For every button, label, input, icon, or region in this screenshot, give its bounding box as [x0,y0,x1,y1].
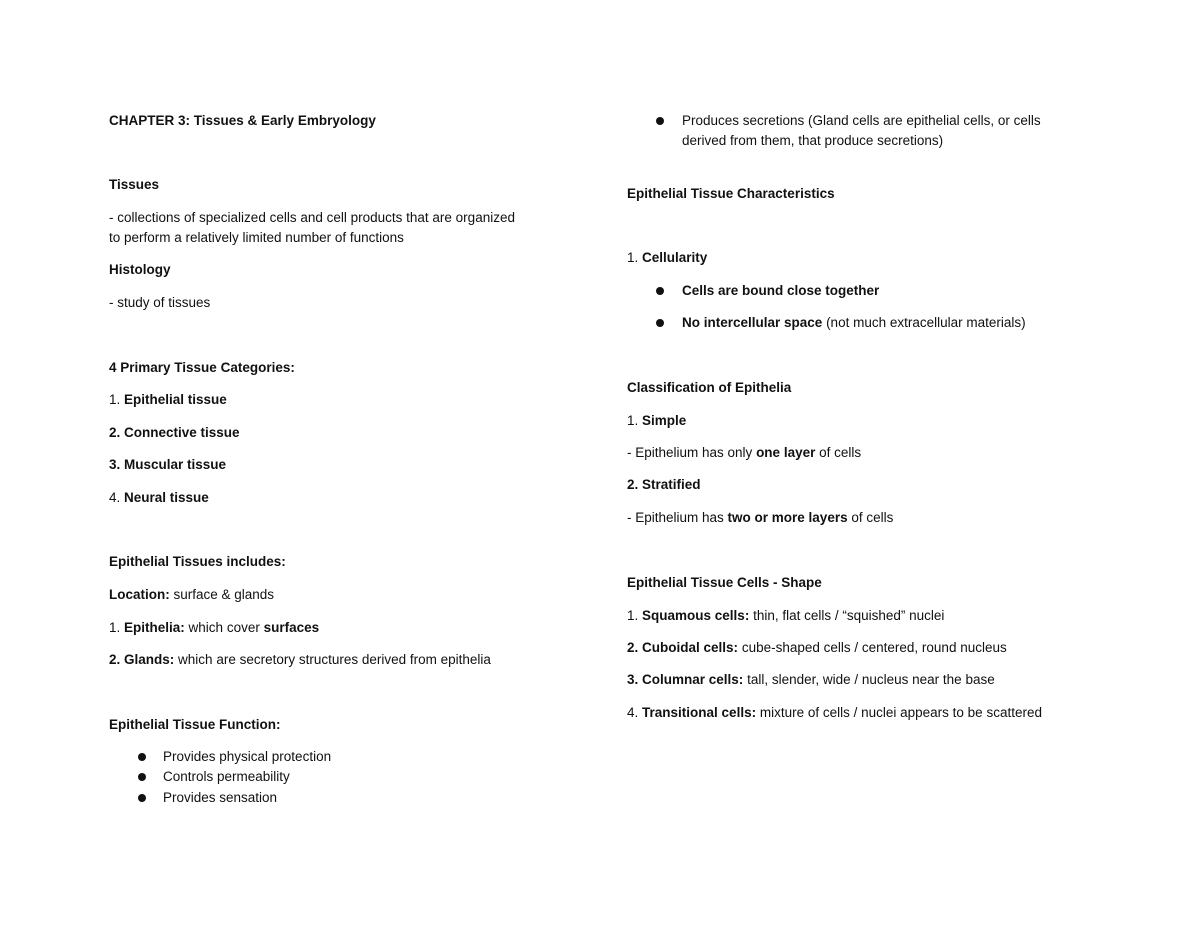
shape-description: tall, slender, wide / nucleus near the base [743,672,995,687]
bullet-description: (not much extracellular materials) [822,315,1026,330]
shape-term: Squamous cells: [642,608,750,623]
shape-number: 3. [627,672,639,687]
bullet-emphasis: No intercellular space [682,315,823,330]
secretion-text-line1: Produces secretions (Gland cells are epithelial cells, or cells [682,113,1041,128]
shape-item [627,670,995,690]
function-item-text: Provides sensation [163,790,278,805]
category-label: Connective tissue [124,425,240,440]
histology-heading: Histology [109,262,171,277]
category-item [109,488,209,508]
category-label: Epithelial tissue [124,392,227,407]
shape-number: 2. [627,640,639,655]
simple-definition [627,443,861,463]
cellularity-line [627,248,707,268]
category-item [109,390,227,410]
category-item [109,423,240,443]
category-number: 1. [109,392,121,407]
bullet-icon [138,753,146,761]
shape-item [627,606,944,626]
bullet-icon [656,117,664,125]
includes-description: which are secretory structures derived from epithelia [174,652,491,667]
shape-description: thin, flat cells / “squished” nuclei [749,608,945,623]
definition-text: of cells [847,510,894,525]
shape-term: Transitional cells: [642,705,757,720]
category-number: 4. [109,490,121,505]
category-label: Muscular tissue [124,457,227,472]
shape-term: Columnar cells: [642,672,744,687]
characteristics-heading: Epithelial Tissue Characteristics [627,186,835,201]
simple-line [627,411,686,431]
shape-term: Cuboidal cells: [642,640,739,655]
function-item-text: Controls permeability [163,769,290,784]
simple-number: 1. [627,413,639,428]
bullet-icon [138,794,146,802]
chapter-title: CHAPTER 3: Tissues & Early Embryology [109,113,376,128]
bullet-icon [656,287,664,295]
tissues-heading: Tissues [109,177,160,192]
includes-item [109,618,319,638]
function-heading: Epithelial Tissue Function: [109,717,281,732]
cellularity-bullet-text [682,313,1026,333]
definition-text: of cells [815,445,862,460]
definition-text: - Epithelium has [627,510,728,525]
location-value: surface & glands [169,587,275,602]
category-number: 3. [109,457,121,472]
shape-item [627,638,1007,658]
includes-emphasis: surfaces [263,620,320,635]
location-line [109,585,274,605]
includes-number: 2. [109,652,121,667]
definition-emphasis: one layer [756,445,816,460]
category-number: 2. [109,425,121,440]
bullet-icon [656,319,664,327]
categories-heading: 4 Primary Tissue Categories: [109,360,295,375]
classification-heading: Classification of Epithelia [627,380,792,395]
cellularity-number: 1. [627,250,639,265]
shape-description: cube-shaped cells / centered, round nucleus [738,640,1007,655]
shape-number: 1. [627,608,639,623]
cellularity-bullet-text: Cells are bound close together [682,283,880,298]
category-label: Neural tissue [124,490,209,505]
definition-text: - Epithelium has only [627,445,757,460]
includes-number: 1. [109,620,121,635]
definition-emphasis: two or more layers [727,510,848,525]
stratified-line: 2. Stratified [627,477,701,492]
bullet-icon [138,773,146,781]
tissues-definition-line2: to perform a relatively limited number of functions [109,230,404,245]
function-item-text: Provides physical protection [163,749,332,764]
shape-description: mixture of cells / nuclei appears to be scattered [756,705,1042,720]
includes-term: Epithelia: [124,620,185,635]
shape-heading: Epithelial Tissue Cells - Shape [627,575,822,590]
includes-description: which cover [184,620,264,635]
includes-term: Glands: [124,652,175,667]
cellularity-label: Cellularity [642,250,708,265]
simple-label: Simple [642,413,687,428]
stratified-definition [627,508,893,528]
secretion-text-line2: derived from them, that produce secretions) [682,133,944,148]
includes-heading: Epithelial Tissues includes: [109,554,286,569]
location-label: Location: [109,587,170,602]
tissues-definition-line1: - collections of specialized cells and cell products that are organized [109,210,515,225]
category-item [109,455,226,475]
shape-item [627,703,1042,723]
includes-item [109,650,491,670]
histology-definition: - study of tissues [109,295,211,310]
shape-number: 4. [627,705,639,720]
